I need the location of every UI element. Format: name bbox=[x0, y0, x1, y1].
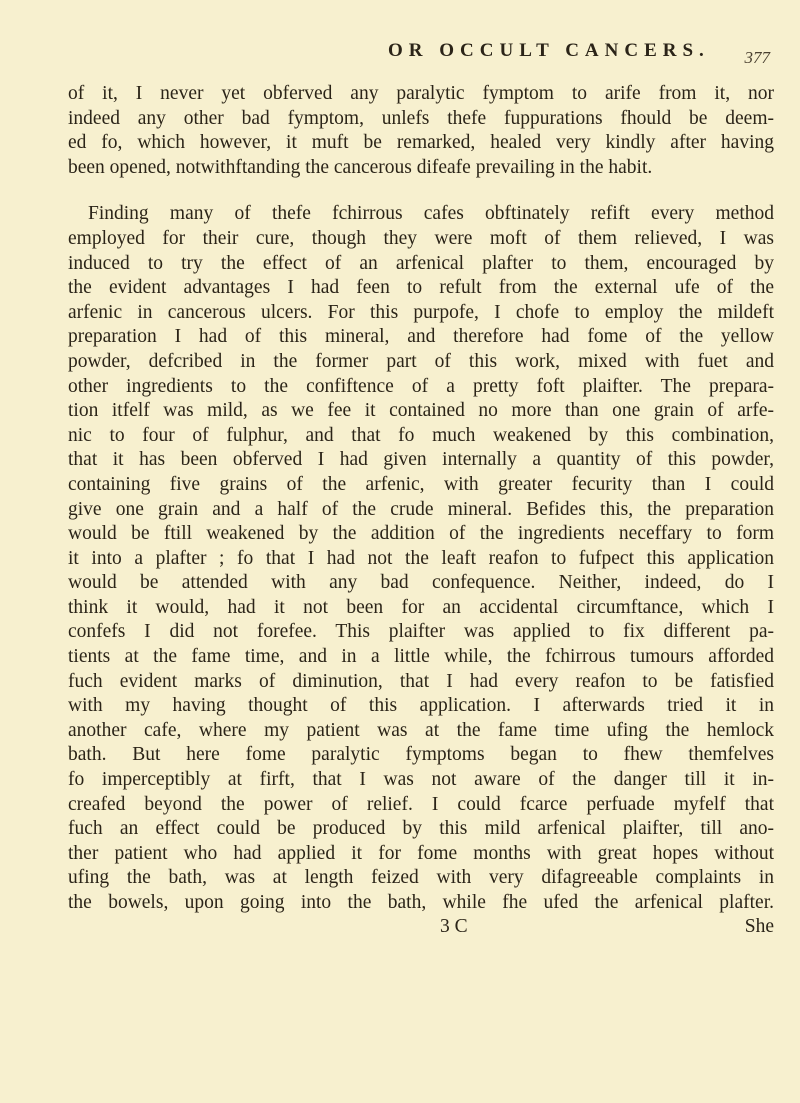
running-title: OR OCCULT CANCERS. bbox=[388, 40, 710, 61]
text-line: it into a plafter ; fo that I had not the leaft reafon to fufpect this application bbox=[68, 547, 774, 569]
text-line: containing five grains of the arfenic, with greater fecurity than I could bbox=[68, 473, 774, 495]
text-line: arfenic in cancerous ulcers. For this purpofe, I chofe to employ the mildeft bbox=[68, 301, 774, 323]
text-line: give one grain and a half of the crude mineral. Befides this, the preparation bbox=[68, 498, 774, 520]
text-line: ufing the bath, was at length feized with very difagreeable complaints in bbox=[68, 867, 774, 889]
signature-mark: 3 C bbox=[440, 915, 468, 937]
text-line: fuch evident marks of diminution, that I had every reafon to be fatisfied bbox=[68, 670, 774, 692]
text-line: confefs I did not forefee. This plaifter was applied to fix different pa- bbox=[68, 621, 774, 643]
text-line: tients at the fame time, and in a little while, the fchirrous tumours afforded bbox=[68, 646, 774, 668]
text-line: the bowels, upon going into the bath, while fhe ufed the arfenical plafter. bbox=[68, 892, 774, 913]
text-line: that it has been obferved I had given internally a quantity of this powder, bbox=[68, 449, 774, 471]
text-line: indeed any other bad fymptom, unlefs thefe fuppurations fhould be deem- bbox=[68, 107, 774, 129]
body-text bbox=[68, 82, 774, 942]
text-line: Finding many of thefe fchirrous cafes obftinately refift every method bbox=[88, 203, 774, 225]
text-line: induced to try the effect of an arfenical plafter to them, encouraged by bbox=[68, 252, 774, 274]
running-head bbox=[0, 40, 800, 68]
text-line: powder, defcribed in the former part of this work, mixed with fuet and bbox=[68, 350, 774, 372]
text-line: with my having thought of this application. I afterwards tried it in bbox=[68, 695, 774, 717]
text-line: would be attended with any bad confequence. Neither, indeed, do I bbox=[68, 572, 774, 594]
text-line: creafed beyond the power of relief. I could fcarce perfuade myfelf that bbox=[68, 793, 774, 815]
text-line: would be ftill weakened by the addition of the ingredients neceffary to form bbox=[68, 523, 774, 545]
text-line: preparation I had of this mineral, and therefore had fome of the yellow bbox=[68, 326, 774, 348]
text-line: of it, I never yet obferved any paralytic fymptom to arife from it, nor bbox=[68, 83, 774, 104]
paragraph bbox=[68, 202, 774, 915]
text-line: bath. But here fome paralytic fymptoms began to fhew themfelves bbox=[68, 744, 774, 766]
text-line: nic to four of fulphur, and that fo much weakened by this combination, bbox=[68, 424, 774, 446]
page-number: 377 bbox=[744, 48, 770, 67]
text-line: other ingredients to the confiftence of a pretty foft plaifter. The prepara- bbox=[68, 375, 774, 397]
text-line: ther patient who had applied it for fome months with great hopes without bbox=[68, 842, 774, 864]
catchline bbox=[68, 916, 774, 942]
paragraph-gap bbox=[68, 180, 774, 202]
text-line: fo imperceptibly at firft, that I was not aware of the danger till it in- bbox=[68, 769, 774, 791]
text-line: think it would, had it not been for an accidental circumftance, which I bbox=[68, 596, 774, 618]
text-line: the evident advantages I had feen to refult from the external ufe of the bbox=[68, 277, 774, 299]
paragraph bbox=[68, 82, 774, 180]
text-line: been opened, notwithftanding the cancerous difeafe prevailing in the habit. bbox=[68, 156, 653, 178]
text-line: another cafe, where my patient was at the fame time ufing the hemlock bbox=[68, 719, 774, 741]
text-line: employed for their cure, though they were moft of them relieved, I was bbox=[68, 227, 774, 249]
text-line: fuch an effect could be produced by this mild arfenical plaifter, till ano- bbox=[68, 818, 774, 840]
catchword: She bbox=[744, 915, 774, 937]
text-line: tion itfelf was mild, as we fee it contained no more than one grain of arfe- bbox=[68, 400, 774, 422]
text-line: ed fo, which however, it muft be remarked, healed very kindly after having bbox=[68, 132, 774, 154]
